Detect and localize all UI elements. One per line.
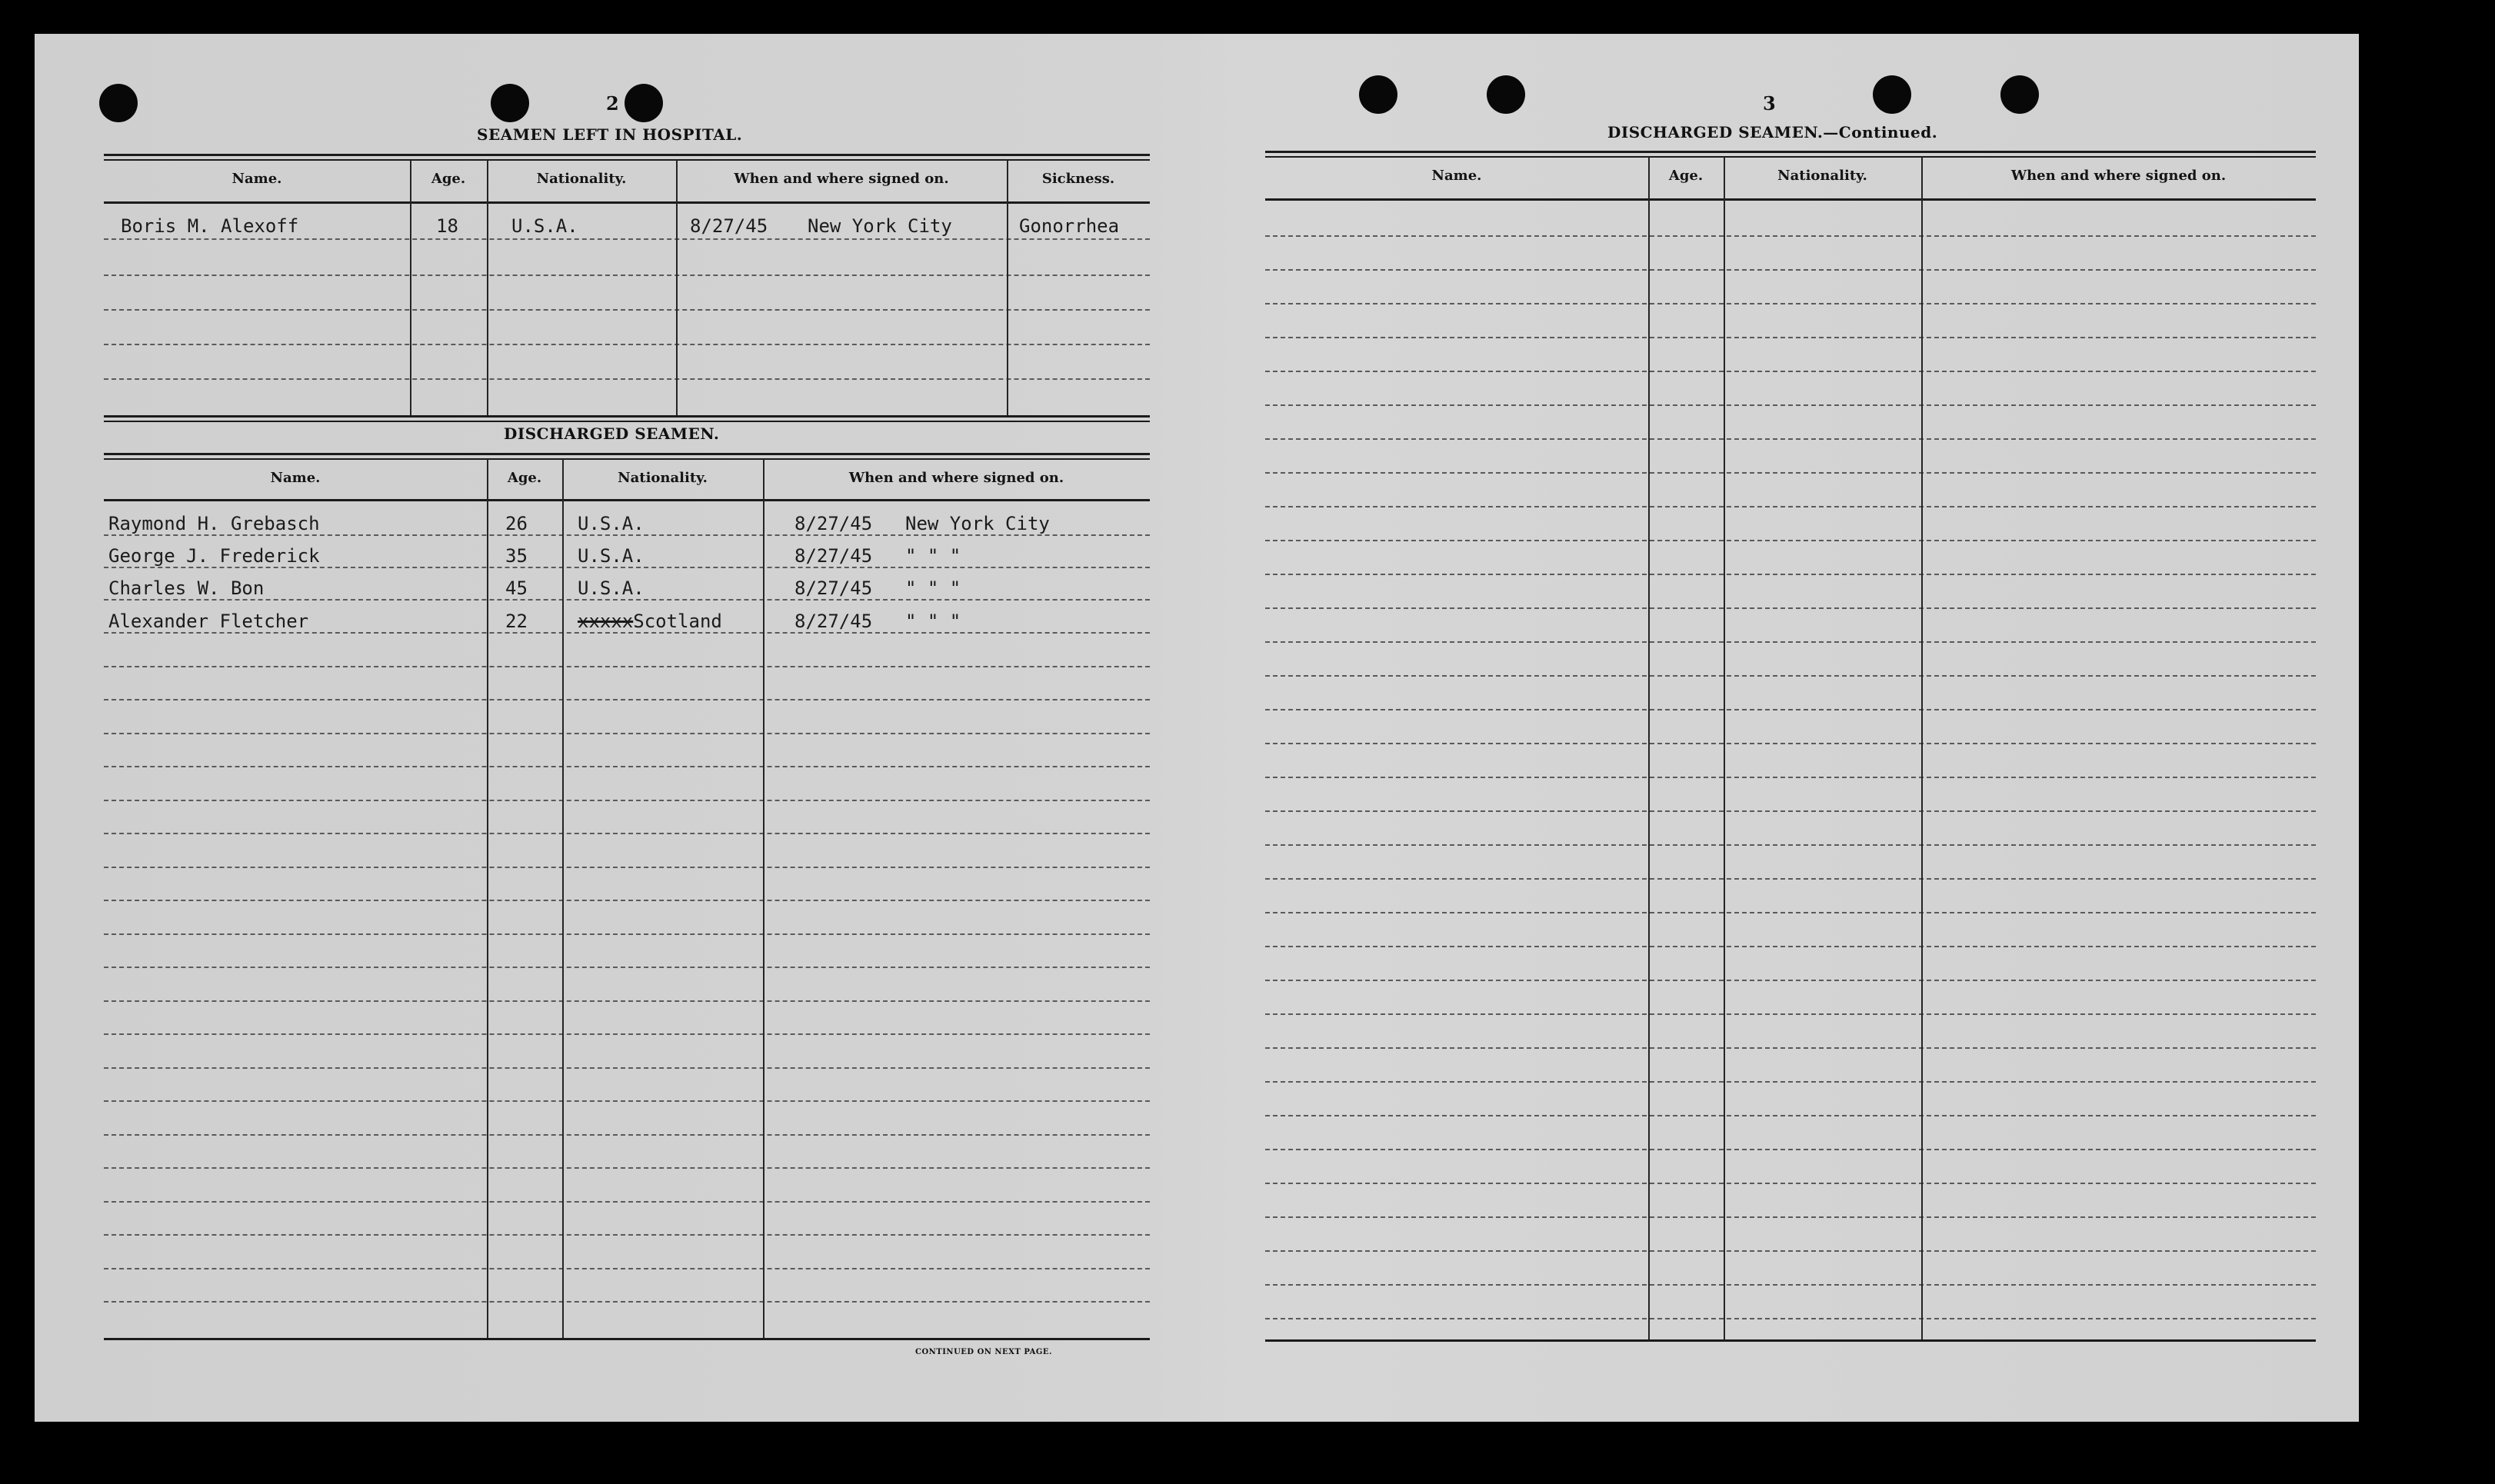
cell-place: New York City [905,513,1050,534]
header-name: Name. [232,171,282,187]
cell-age: 18 [436,215,458,237]
table-rule [104,534,1150,536]
punch-hole [1487,75,1525,114]
header-age: Age. [431,171,466,187]
header-signed-on: When and where signed on. [2010,168,2227,184]
table-rule [104,933,1150,935]
table-rule [1265,607,2316,609]
table-rule [104,1000,1150,1002]
table-rule [104,567,1150,568]
table-rule [1265,1149,2316,1150]
column-rule [562,459,564,1338]
cell-sickness: Gonorrhea [1019,215,1120,237]
table-rule [104,699,1150,700]
table-rule [1265,1013,2316,1015]
cell-name: Alexander Fletcher [108,611,309,632]
header-nationality: Nationality. [536,171,627,187]
table-rule [104,833,1150,834]
cell-nationality: U.S.A. [511,215,578,237]
table-rule [104,1301,1150,1303]
table-rule [104,1067,1150,1069]
table-rule [104,766,1150,767]
header-nationality: Nationality. [618,470,708,486]
table-rule [1265,1047,2316,1049]
table-rule [104,666,1150,667]
nationality-text: U.S.A. [578,513,645,534]
table-rule [1265,1216,2316,1218]
continued-note: CONTINUED ON NEXT PAGE. [915,1348,1053,1356]
discharged-continued-table [1265,151,2316,1381]
header-age: Age. [1668,168,1704,184]
column-rule [487,459,488,1338]
table-rule [104,1201,1150,1203]
table-rule [1265,151,2316,158]
table-rule [104,1100,1150,1102]
cell-name: Raymond H. Grebasch [108,513,320,534]
cell-place: " " " [905,611,961,632]
punch-hole [491,84,529,122]
table-rule [104,378,1150,380]
table-rule [104,1234,1150,1236]
hospital-table [104,154,1150,454]
punch-hole [2000,75,2039,114]
table-rule [1265,506,2316,507]
table-rule [1265,743,2316,744]
table-rule [104,415,1150,422]
table-rule [104,967,1150,968]
header-nationality: Nationality. [1777,168,1867,184]
punch-hole [99,84,138,122]
cell-date: 8/27/45 [794,545,873,567]
table-rule [1265,404,2316,406]
table-rule [1265,472,2316,474]
nationality-text: Scotland [633,611,722,632]
section-title-discharged-continued: DISCHARGED SEAMEN.—Continued. [1607,123,1938,141]
discharged-table [104,453,1150,1376]
cell-name: Charles W. Bon [108,577,265,599]
table-rule [104,309,1150,311]
table-rule [104,1268,1150,1269]
table-rule [1265,1339,2316,1342]
table-rule [1265,709,2316,710]
cell-nationality [578,514,645,533]
table-rule [1265,946,2316,947]
table-rule [1265,912,2316,913]
header-signed-on: When and where signed on. [734,171,949,187]
table-rule [1265,198,2316,201]
ledger-paper [35,34,2359,1422]
cell-age: 26 [505,513,528,534]
table-rule [1265,878,2316,880]
table-rule [1265,574,2316,575]
section-title-hospital: SEAMEN LEFT IN HOSPITAL. [477,125,743,144]
table-rule [1265,303,2316,304]
table-rule [1265,1318,2316,1319]
table-rule [104,733,1150,734]
cell-place: New York City [808,215,952,237]
cell-name: George J. Frederick [108,545,320,567]
table-rule [104,800,1150,801]
nationality-text: U.S.A. [578,577,645,599]
table-rule [1265,337,2316,338]
cell-nationality [578,612,722,631]
column-rule [1921,157,1923,1339]
column-rule [487,160,488,415]
header-name: Name. [1431,168,1482,184]
table-rule [104,154,1150,161]
punch-hole [625,84,663,122]
table-rule [1265,1183,2316,1184]
cell-nationality [578,579,645,597]
nationality-text: U.S.A. [578,545,645,567]
table-rule [104,1134,1150,1136]
table-rule [1265,1081,2316,1083]
cell-place: " " " [905,545,961,567]
table-rule [104,344,1150,345]
cell-age: 22 [505,611,528,632]
table-rule [104,1338,1150,1340]
cell-date: 8/27/45 [690,215,768,237]
section-title-discharged: DISCHARGED SEAMEN. [504,424,720,443]
column-rule [1007,160,1008,415]
table-rule [104,499,1150,501]
table-rule [104,1167,1150,1169]
page-number-right: 3 [1763,92,1776,115]
table-rule [104,900,1150,901]
table-rule [104,867,1150,868]
table-rule [1265,675,2316,677]
header-signed-on: When and where signed on. [848,470,1064,486]
table-rule [1265,540,2316,541]
header-sickness: Sickness. [1041,171,1115,187]
cell-date: 8/27/45 [794,611,873,632]
table-rule [1265,777,2316,778]
table-rule [104,238,1150,240]
table-rule [1265,269,2316,271]
column-rule [1724,157,1725,1339]
punch-hole [1873,75,1911,114]
table-rule [1265,844,2316,846]
cell-nationality [578,547,645,565]
column-rule [676,160,678,415]
header-name: Name. [270,470,321,486]
table-rule [1265,980,2316,981]
table-rule [1265,810,2316,812]
page-number-left: 2 [606,92,619,115]
table-rule [104,1033,1150,1035]
column-rule [1648,157,1650,1339]
cell-age: 45 [505,577,528,599]
table-rule [1265,438,2316,440]
column-rule [763,459,764,1338]
punch-hole [1359,75,1397,114]
cell-date: 8/27/45 [794,513,873,534]
column-rule [410,160,411,415]
cell-date: 8/27/45 [794,577,873,599]
cell-name: Boris M. Alexoff [121,215,299,237]
table-rule [104,453,1150,460]
table-rule [104,275,1150,276]
header-age: Age. [507,470,542,486]
table-rule [1265,1250,2316,1252]
table-rule [1265,1284,2316,1286]
table-rule [1265,235,2316,237]
table-rule [1265,641,2316,643]
table-rule [1265,371,2316,372]
table-rule [104,632,1150,634]
table-rule [104,201,1150,204]
table-rule [1265,1115,2316,1116]
struck-text: xxxxx [578,611,634,632]
cell-place: " " " [905,577,961,599]
table-rule [104,599,1150,601]
cell-age: 35 [505,545,528,567]
